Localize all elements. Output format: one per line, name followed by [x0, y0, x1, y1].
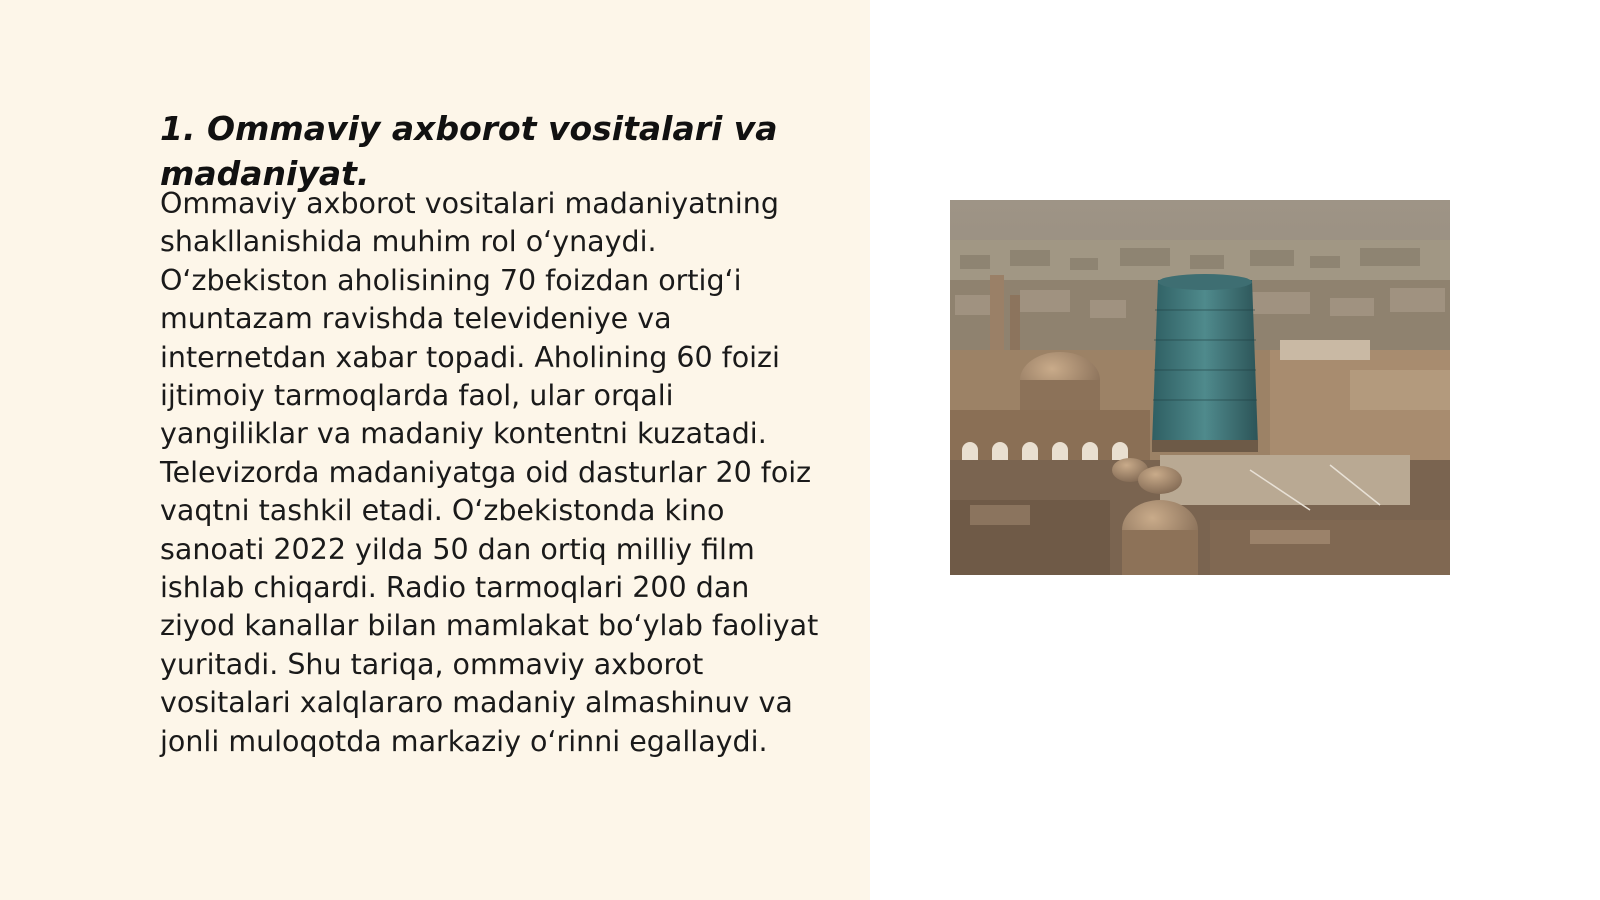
city-photo: [950, 200, 1450, 575]
slide-title: 1. Ommaviy axborot vositalari va madaniyat.: [160, 109, 778, 193]
slide-body-text: Ommaviy axborot vositalari madaniyatning shakllanishida muhim rol oʻynaydi. Oʻzbekiston aholisining 70 foizdan ortigʻi muntazam ravishda televideniye va internetdan xabar topadi. Aholining 60 foizi ijtimoiy tarmoqlarda faol, ular orqali yangiliklar va madaniy kontentni kuzatadi. Televizorda madaniyatga oid dasturlar 20 foiz vaqtni tashkil etadi. Oʻzbekistonda kino sanoati 2022 yilda 50 dan ortiq milliy film ishlab chiqardi. Radio tarmoqlari 200 dan ziyod kanallar bilan mamlakat boʻylab faoliyat yuritadi. Shu tariqa, ommaviy axborot vositalari xalqlararo madaniy almashinuv va jonli muloqotda markaziy oʻrinni egallaydi.: [160, 187, 819, 758]
city-photo-illustration: [950, 200, 1450, 575]
